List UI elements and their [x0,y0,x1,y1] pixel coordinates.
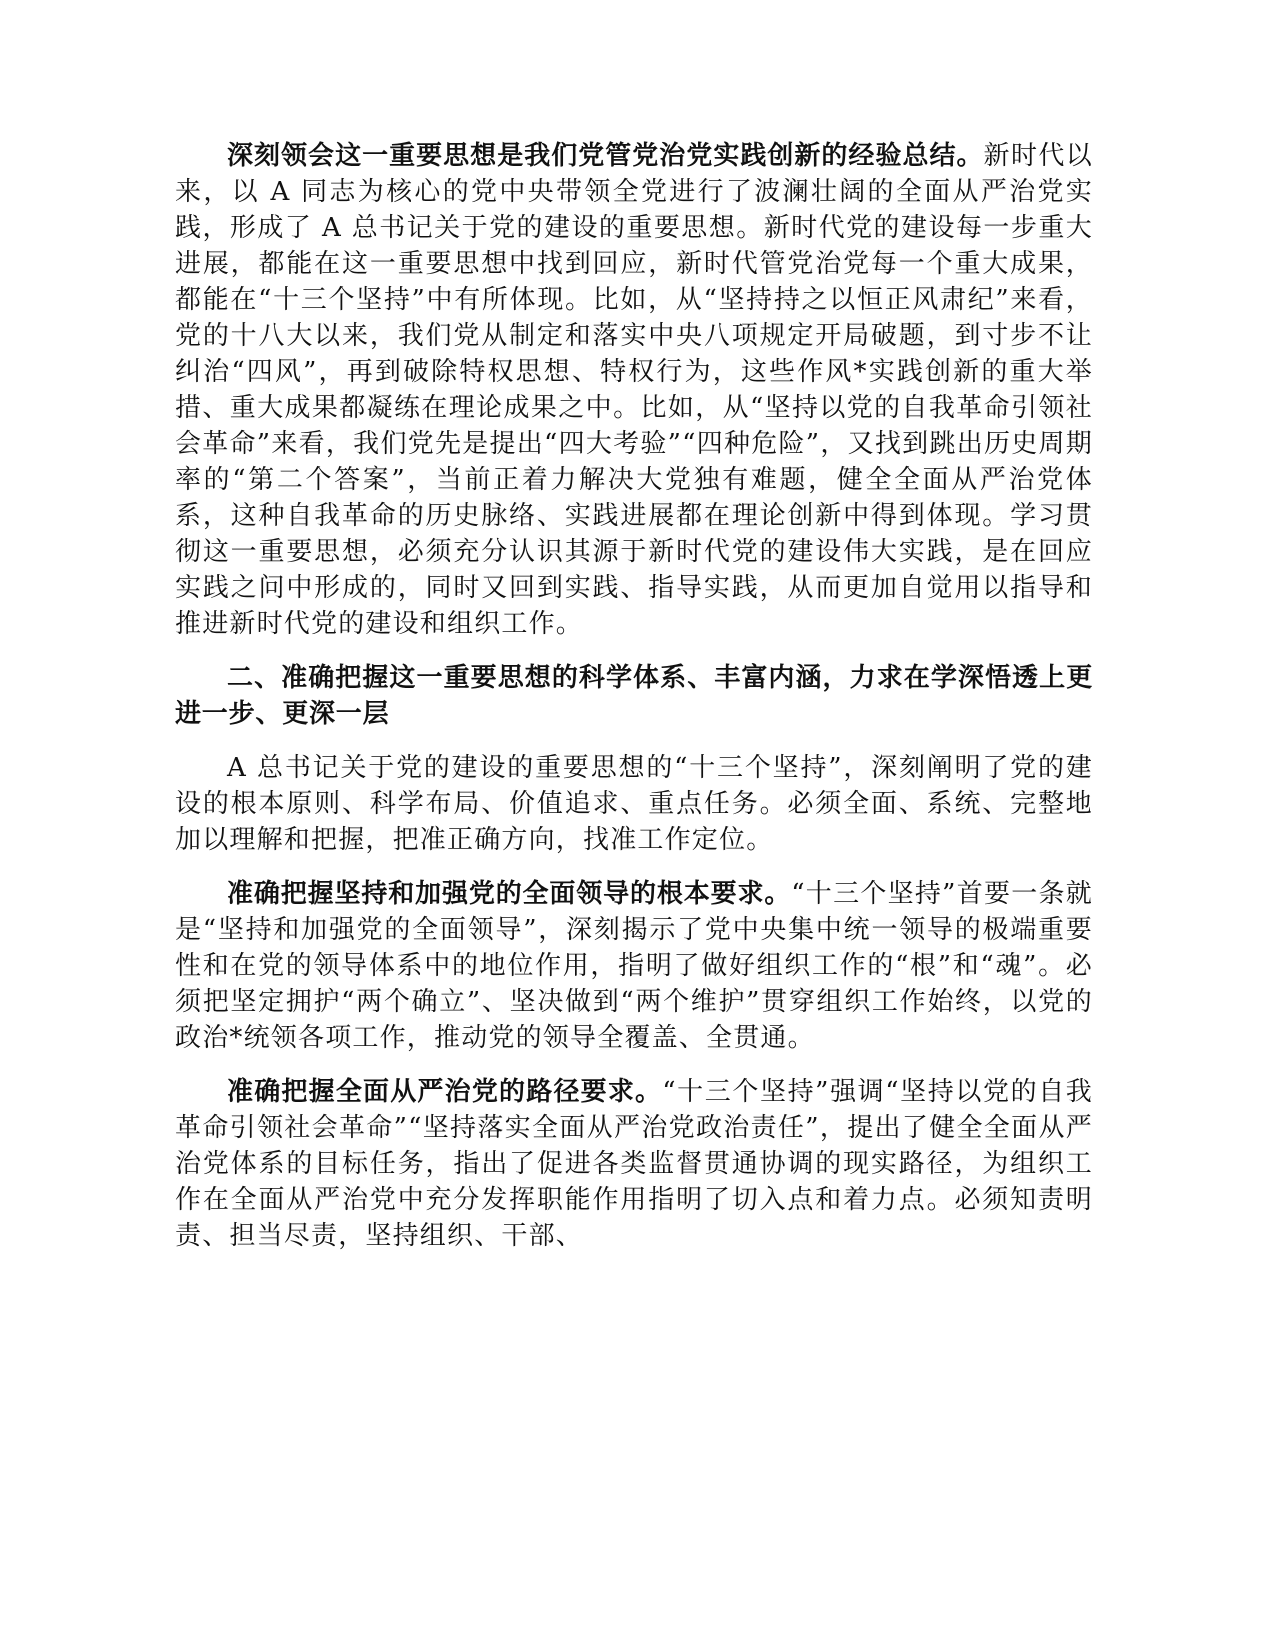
paragraph-path [175,1074,1093,1254]
document-page [175,138,1093,1272]
paragraph-lead: 准确把握坚持和加强党的全面领导的根本要求。 [227,879,792,909]
paragraph-lead: 深刻领会这一重要思想是我们党管党治党实践创新的经验总结。 [227,141,984,171]
paragraph-leadership [175,876,1093,1056]
section-heading: 二、准确把握这一重要思想的科学体系、丰富内涵，力求在学深悟透上更进一步、更深一层 [175,663,1093,729]
paragraph-body: “十三个坚持”强调“坚持以党的自我革命引领社会革命”“坚持落实全面从严治党政治责任”，提出了健全全面从严治党体系的目标任务，指出了促进各类监督贯通协调的现实路径，为组织工作在全面从严治党中充分发挥职能作用指明了切入点和着力点。必须知责明责、担当尽责，坚持组织、干部、 [175,1077,1093,1251]
paragraph-lead: 准确把握全面从严治党的路径要求。 [227,1077,663,1107]
paragraph-intro: A 总书记关于党的建设的重要思想的“十三个坚持”，深刻阐明了党的建设的根本原则、科学布局、价值追求、重点任务。必须全面、系统、完整地加以理解和把握，把准正确方向，找准工作定位。 [175,753,1093,855]
paragraph-body: “十三个坚持”首要一条就是“坚持和加强党的全面领导”，深刻揭示了党中央集中统一领导的极端重要性和在党的领导体系中的地位作用，指明了做好组织工作的“根”和“魂”。必须把坚定拥护“两个确立”、坚决做到“两个维护”贯穿组织工作始终，以党的政治*统领各项工作，推动党的领导全覆盖、全贯通。 [175,879,1093,1053]
paragraph-practice-innovation [175,138,1093,642]
paragraph-body: 新时代以来，以 A 同志为核心的党中央带领全党进行了波澜壮阔的全面从严治党实践，形成了 A 总书记关于党的建设的重要思想。新时代党的建设每一步重大进展，都能在这一重要思想中找到回应，新时代管党治党每一个重大成果，都能在“十三个坚持”中有所体现。比如，从“坚持持之以恒正风肃纪”来看，党的十八大以来，我们党从制定和落实中央八项规定开局破题，到寸步不让纠治“四风”，再到破除特权思想、特权行为，这些作风*实践创新的重大举措、重大成果都凝练在理论成果之中。比如，从“坚持以党的自我革命引领社会革命”来看，我们党先是提出“四大考验”“四种危险”，又找到跳出历史周期率的“第二个答案”，当前正着力解决大党独有难题，健全全面从严治党体系，这种自我革命的历史脉络、实践进展都在理论创新中得到体现。学习贯彻这一重要思想，必须充分认识其源于新时代党的建设伟大实践，是在回应实践之问中形成的，同时又回到实践、指导实践，从而更加自觉用以指导和推进新时代党的建设和组织工作。 [175,141,1093,639]
